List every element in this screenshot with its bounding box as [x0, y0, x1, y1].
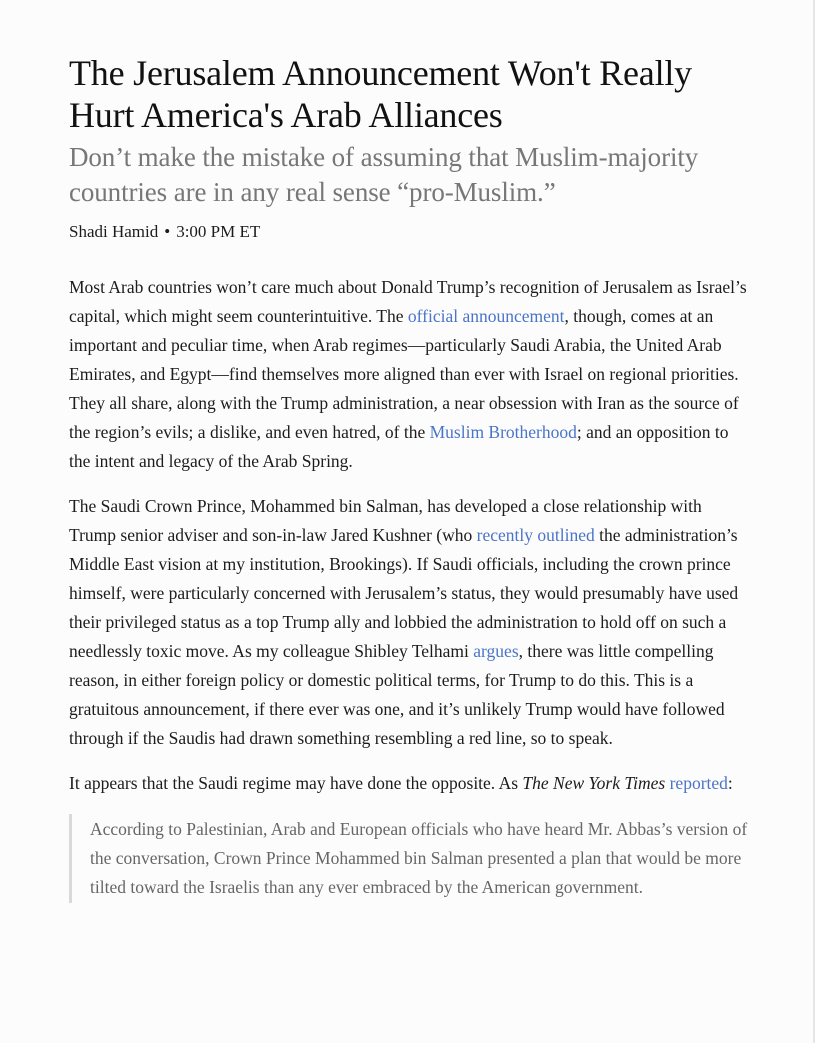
publish-time: 3:00 PM ET — [176, 222, 261, 241]
paragraph-3-text-b: : — [727, 773, 733, 793]
pull-quote — [69, 814, 749, 903]
article-body — [69, 273, 749, 903]
paragraph-1-text-a: Most Arab countries won’t care much about Donald Trump’s recognition of Jerusalem as Israel’s capital, which might seem counterintuitive. The — [69, 277, 747, 326]
paragraph-1 — [69, 273, 749, 476]
recently-outlined-link[interactable]: recently outlined — [476, 525, 595, 545]
byline — [69, 220, 749, 244]
paragraph-1-text-c: ; and an opposition to the intent and legacy of the Arab Spring. — [69, 422, 729, 471]
paragraph-2-text-a: The Saudi Crown Prince, Mohammed bin Salman, has developed a close relationship with Trump senior adviser and son-in-law Jared Kushner (who — [69, 496, 702, 545]
byline-separator: • — [164, 222, 171, 241]
article — [69, 52, 749, 919]
reported-link[interactable]: reported — [669, 773, 728, 793]
paragraph-2-text-b: the administration’s Middle East vision at my institution, Brookings). If Saudi officials, including the crown prince himself, were particularly concerned with Jerusalem’s status, they would presumably have used their privileged status as a top Trump ally and lobbied the administration to hold off on such a needlessly toxic move. As my colleague Shibley Telhami — [69, 525, 739, 661]
author-name[interactable]: Shadi Hamid — [69, 222, 159, 241]
paragraph-3 — [69, 769, 749, 798]
headline: The Jerusalem Announcement Won't Really Hurt America's Arab Alliances — [69, 53, 692, 135]
dek: Don’t make the mistake of assuming that Muslim-majority countries are in any real sense “pro-Muslim.” — [69, 142, 699, 207]
muslim-brotherhood-link[interactable]: Muslim Brotherhood — [429, 422, 577, 442]
paragraph-2 — [69, 492, 749, 753]
pull-quote-text: According to Palestinian, Arab and European officials who have heard Mr. Abbas’s version of the conversation, Crown Prince Mohammed bin Salman presented a plan that would be more tilted toward the Israelis than any ever embraced by the American government. — [90, 819, 748, 897]
paragraph-3-text-a: It appears that the Saudi regime may have done the opposite. As — [69, 773, 523, 793]
paragraph-1-text-b: , though, comes at an important and peculiar time, when Arab regimes—particularly Saudi Arabia, the United Arab Emirates, and Egypt—find themselves more aligned than ever with Israel on regional priorities. They all share, along with the Trump administration, a near obsession with Iran as the source of the region’s evils; a dislike, and even hatred, of the — [69, 306, 739, 442]
argues-link[interactable]: argues — [473, 641, 519, 661]
nyt-publication-name: The New York Times — [522, 773, 666, 793]
paragraph-2-text-c: , there was little compelling reason, in either foreign policy or domestic political terms, for Trump to do this. This is a gratuitous announcement, if there ever was one, and it’s unlikely Trump would have followed through if the Saudis had drawn something resembling a red line, so to speak. — [69, 641, 725, 748]
official-announcement-link[interactable]: official announcement — [407, 306, 565, 326]
